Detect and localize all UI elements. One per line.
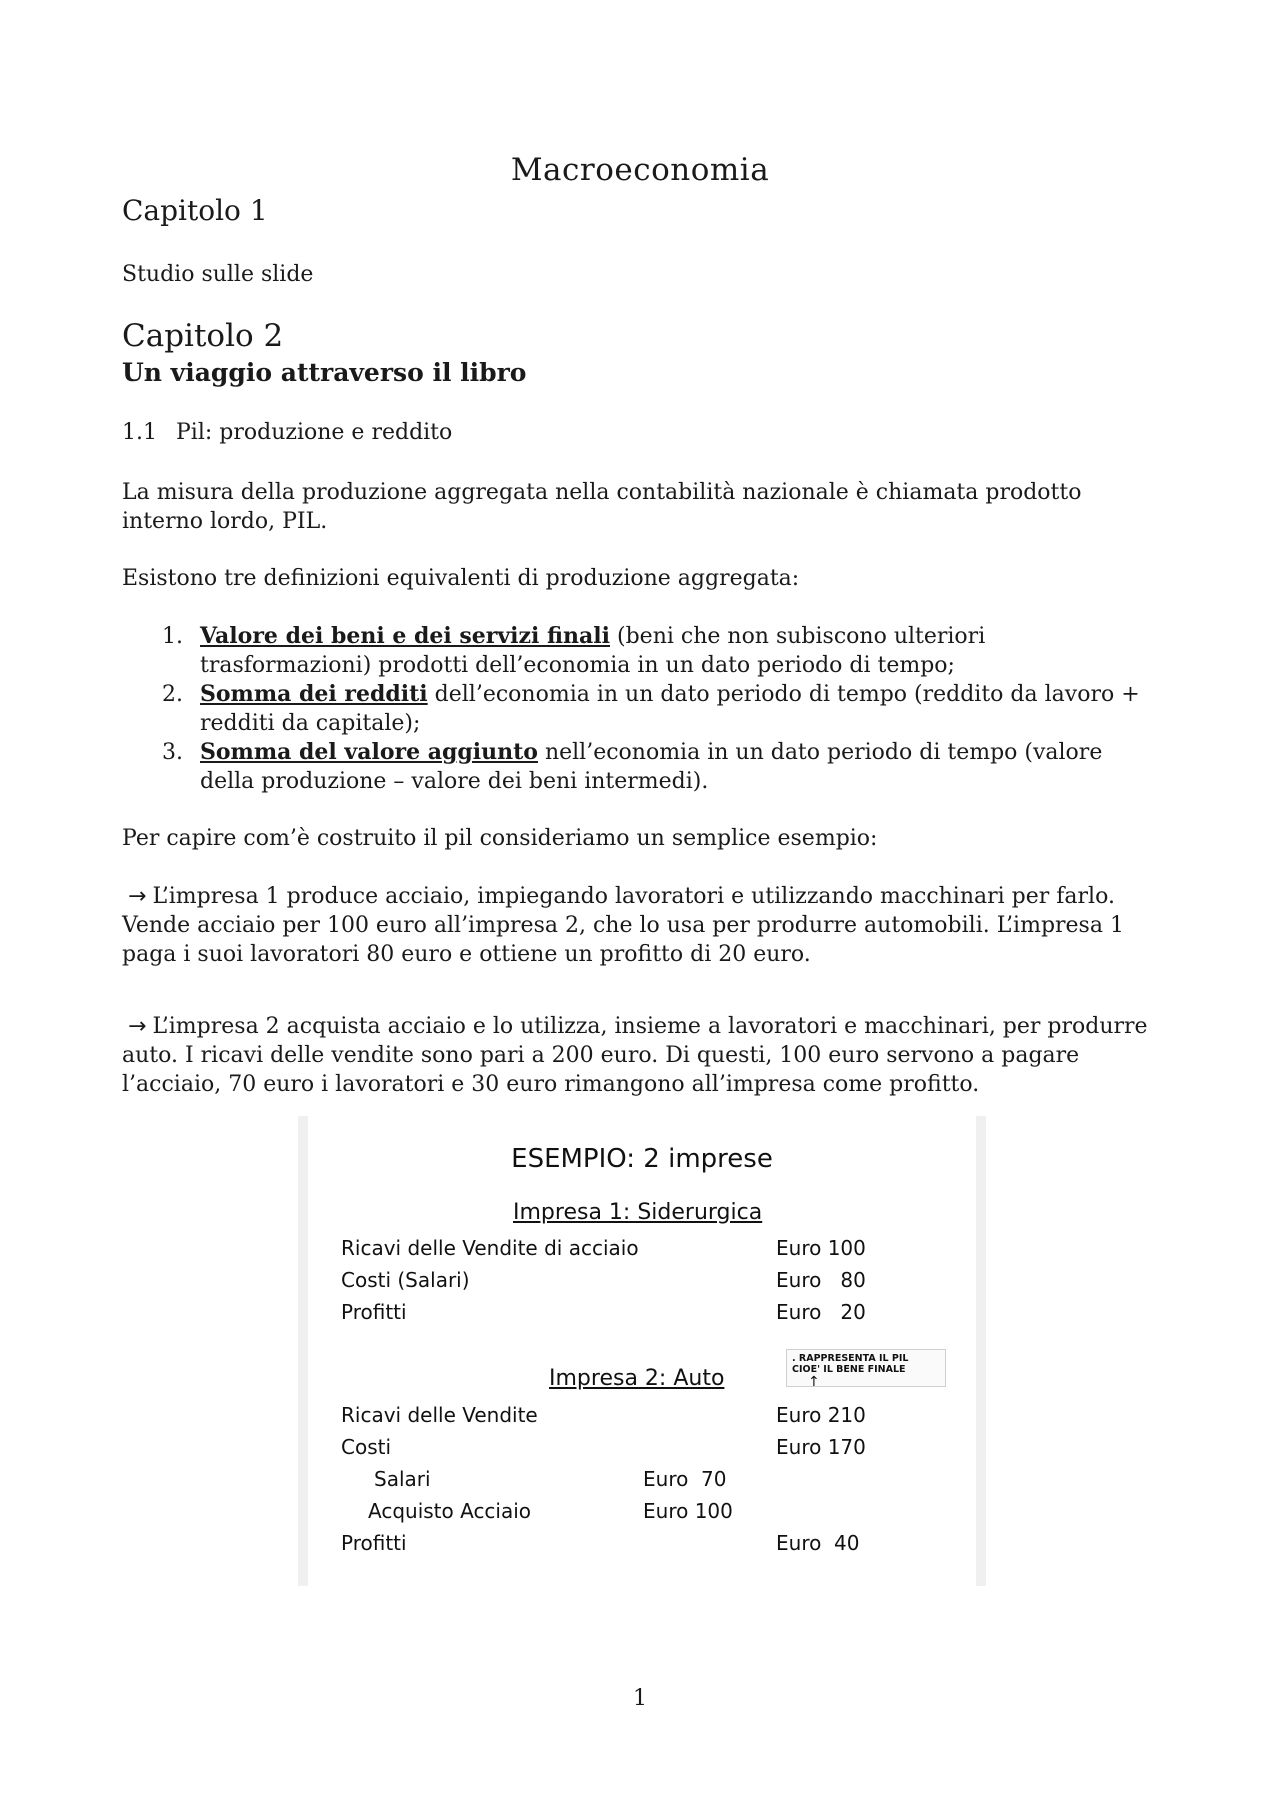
- paragraph-impresa-2: [122, 1012, 1162, 1099]
- list-item: [122, 622, 1162, 680]
- impresa-1-costi-value: Euro 80: [776, 1268, 866, 1292]
- impresa-2-acciaio-value: Euro 100: [643, 1499, 733, 1523]
- impresa-1-profitti-label: Profitti: [341, 1300, 407, 1324]
- list-term: Somma del valore aggiunto: [200, 739, 538, 765]
- paragraph-definitions-intro: Esistono tre definizioni equivalenti di produzione aggregata:: [122, 566, 800, 591]
- arrow-right-icon: →: [128, 1014, 147, 1039]
- definitions-list: [122, 622, 1162, 796]
- impresa-2-acciaio-label: Acquisto Acciaio: [368, 1499, 532, 1523]
- example-figure: [298, 1116, 986, 1586]
- list-item: [122, 680, 1162, 738]
- list-text: dell’economia in un dato periodo di tempo (reddito da lavoro + redditi da capitale);: [200, 682, 1140, 736]
- impresa-2-ricavi-label: Ricavi delle Vendite: [341, 1403, 538, 1427]
- list-item: [122, 738, 1162, 796]
- chapter-1-note: Studio sulle slide: [122, 262, 314, 287]
- impresa-1-profitti-value: Euro 20: [776, 1300, 866, 1324]
- chapter-1-heading: Capitolo 1: [122, 194, 268, 227]
- list-text: nell’economia in un dato periodo di tempo (valore della produzione – valore dei beni intermedi).: [200, 740, 1103, 794]
- impresa-2-profitti-label: Profitti: [341, 1531, 407, 1555]
- impresa-2-heading: Impresa 2: Auto: [549, 1366, 725, 1391]
- impresa-1-costi-label: Costi (Salari): [341, 1268, 470, 1292]
- list-number: 3.: [162, 740, 183, 765]
- chapter-2-heading: Capitolo 2: [122, 318, 284, 354]
- impresa-1-heading: Impresa 1: Siderurgica: [513, 1200, 763, 1225]
- list-term: Valore dei beni e dei servizi finali: [200, 623, 611, 649]
- impresa-1-ricavi-value: Euro 100: [776, 1236, 866, 1260]
- arrow-up-icon: ↑: [808, 1374, 820, 1390]
- impresa-2-ricavi-value: Euro 210: [776, 1403, 866, 1427]
- page-number: 1: [633, 1686, 647, 1711]
- document-title: Macroeconomia: [510, 152, 770, 188]
- arrow-right-icon: →: [128, 884, 147, 909]
- list-term: Somma dei redditi: [200, 681, 428, 707]
- paragraph-impresa-1-text: L’impresa 1 produce acciaio, impiegando lavoratori e utilizzando macchinari per farlo. Vende acciaio per 100 euro all’impresa 2, che lo usa per produrre automobili. L’impresa 1 paga i suoi lavoratori 80 euro e ottiene un profitto di 20 euro.: [122, 884, 1124, 967]
- list-number: 2.: [162, 682, 183, 707]
- impresa-1-ricavi-label: Ricavi delle Vendite di acciaio: [341, 1236, 639, 1260]
- list-text: (beni che non subiscono ulteriori trasformazioni) prodotti dell’economia in un dato periodo di tempo;: [200, 624, 986, 678]
- section-number: 1.1: [122, 420, 157, 445]
- section-title: Pil: produzione e reddito: [176, 420, 453, 445]
- impresa-2-costi-value: Euro 170: [776, 1435, 866, 1459]
- list-number: 1.: [162, 624, 183, 649]
- impresa-2-salari-value: Euro 70: [643, 1467, 727, 1491]
- impresa-2-costi-label: Costi: [341, 1435, 392, 1459]
- paragraph-pil-definition: La misura della produzione aggregata nella contabilità nazionale è chiamata prodotto interno lordo, PIL.: [122, 480, 1082, 534]
- annotation-line-2: CIOE' IL BENE FINALE: [792, 1364, 906, 1375]
- impresa-2-salari-label: Salari: [374, 1467, 431, 1491]
- annotation-line-1: . RAPPRESENTA IL PIL: [792, 1353, 909, 1364]
- paragraph-example-intro: Per capire com’è costruito il pil consideriamo un semplice esempio:: [122, 826, 878, 851]
- paragraph-impresa-2-text: L’impresa 2 acquista acciaio e lo utilizza, insieme a lavoratori e macchinari, per produrre auto. I ricavi delle vendite sono pari a 200 euro. Di questi, 100 euro servono a pagare l’acciaio, 70 euro i lavoratori e 30 euro rimangono all’impresa come profitto.: [122, 1014, 1148, 1097]
- impresa-2-profitti-value: Euro 40: [776, 1531, 860, 1555]
- figure-title: ESEMPIO: 2 imprese: [511, 1144, 773, 1174]
- chapter-2-subtitle: Un viaggio attraverso il libro: [122, 358, 527, 387]
- section-heading: [122, 420, 452, 445]
- paragraph-impresa-1: [122, 882, 1162, 969]
